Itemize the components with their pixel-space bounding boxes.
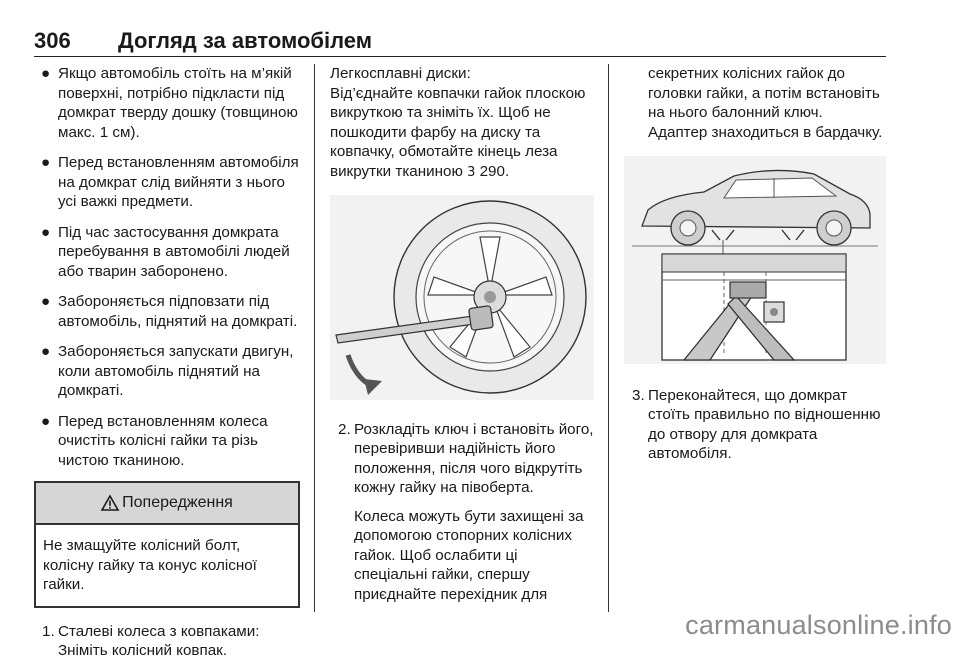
bullet-dot: ●	[41, 293, 51, 310]
step-number: 1.	[42, 622, 55, 640]
bullet-text: Якщо автомобіль стоїть на м’якій поверхні, потрібно підкласти під домкрат тверду дошку (товщиною макс. 1 см).	[58, 65, 298, 141]
bullet-text: Під час застосування домкрата перебування в автомобілі людей або тварин заборонено.	[58, 223, 290, 280]
step-2	[330, 420, 594, 605]
warning-title: Попередження	[122, 494, 233, 512]
step-paragraph: Колеса можуть бути захищені за допомогою стопорних колісних гайок. Щоб ослабити ці спеціальні гайки, спершу приєднайте перехідник для	[354, 507, 584, 603]
step-1	[34, 622, 300, 661]
warning-header	[36, 483, 298, 525]
bullet-dot: ●	[41, 343, 51, 360]
column-1	[34, 64, 300, 661]
alloy-paragraph	[330, 84, 594, 183]
bullet-dot: ●	[41, 154, 51, 171]
list-item	[34, 64, 300, 142]
page-reference	[467, 163, 509, 180]
watermark: carmanualsonline.info	[685, 610, 952, 640]
warning-triangle-icon	[101, 495, 119, 511]
reference-page: 290.	[479, 162, 510, 180]
step-text: Розкладіть ключ і встановіть його, перевіривши надійність його положення, після чого відкрутіть кожну гайку на півоберта.	[354, 420, 594, 496]
bullet-text: Перед встановленням колеса очистіть колісні гайки та різь чистою тканиною.	[58, 412, 268, 469]
alloy-text: Від’єднайте ковпачки гайок плоскою викруткою та зніміть їх. Щоб не пошкодити фарбу на диску та ковпачку, обмотайте кінець леза викрутки тканиною	[330, 84, 586, 180]
page-number: 306	[34, 28, 71, 53]
header-rule	[34, 56, 886, 57]
list-item	[34, 153, 300, 212]
wheel-wrench-illustration	[330, 195, 594, 400]
bullet-dot: ●	[41, 223, 51, 241]
list-item	[34, 292, 300, 331]
column-divider	[314, 64, 315, 612]
step-text: Переконайтеся, що домкрат стоїть правильно по відношенню до отвору для домкрата автомобіля.	[648, 386, 881, 462]
step-3	[624, 386, 886, 464]
column-2	[330, 64, 594, 604]
bullet-dot: ●	[41, 412, 51, 430]
reference-arrow-icon: 3	[467, 164, 476, 180]
warning-body: Не змащуйте колісний болт, колісну гайку та конус колісної гайки.	[43, 537, 257, 593]
warning-box	[34, 481, 300, 608]
bullet-text: Забороняється підповзати під автомобіль, піднятий на домкраті.	[58, 293, 298, 330]
page-title: Догляд за автомобілем	[118, 28, 373, 53]
step-number: 3.	[632, 386, 645, 404]
continued-text: секретних колісних гайок до головки гайки, а потім встановіть на нього балонний ключ. Адаптер знаходиться в бардачку.	[648, 65, 883, 141]
list-item	[34, 342, 300, 401]
step-text: Сталеві колеса з ковпаками: Зніміть колісний ковпак.	[58, 622, 260, 659]
page-header	[34, 28, 886, 54]
bullet-text: Перед встановленням автомобіля на домкрат слід вийняти з нього усі важкі предмети.	[58, 154, 299, 210]
bullet-dot: ●	[41, 65, 51, 82]
alloy-heading: Легкосплавні диски:	[330, 65, 471, 82]
bullet-text: Забороняється запускати двигун, коли автомобіль піднятий на домкраті.	[58, 343, 294, 399]
car-jack-illustration	[624, 156, 886, 364]
list-item	[34, 412, 300, 471]
step-number: 2.	[338, 420, 351, 438]
column-divider	[608, 64, 609, 612]
list-item	[34, 223, 300, 282]
column-3	[624, 64, 886, 464]
